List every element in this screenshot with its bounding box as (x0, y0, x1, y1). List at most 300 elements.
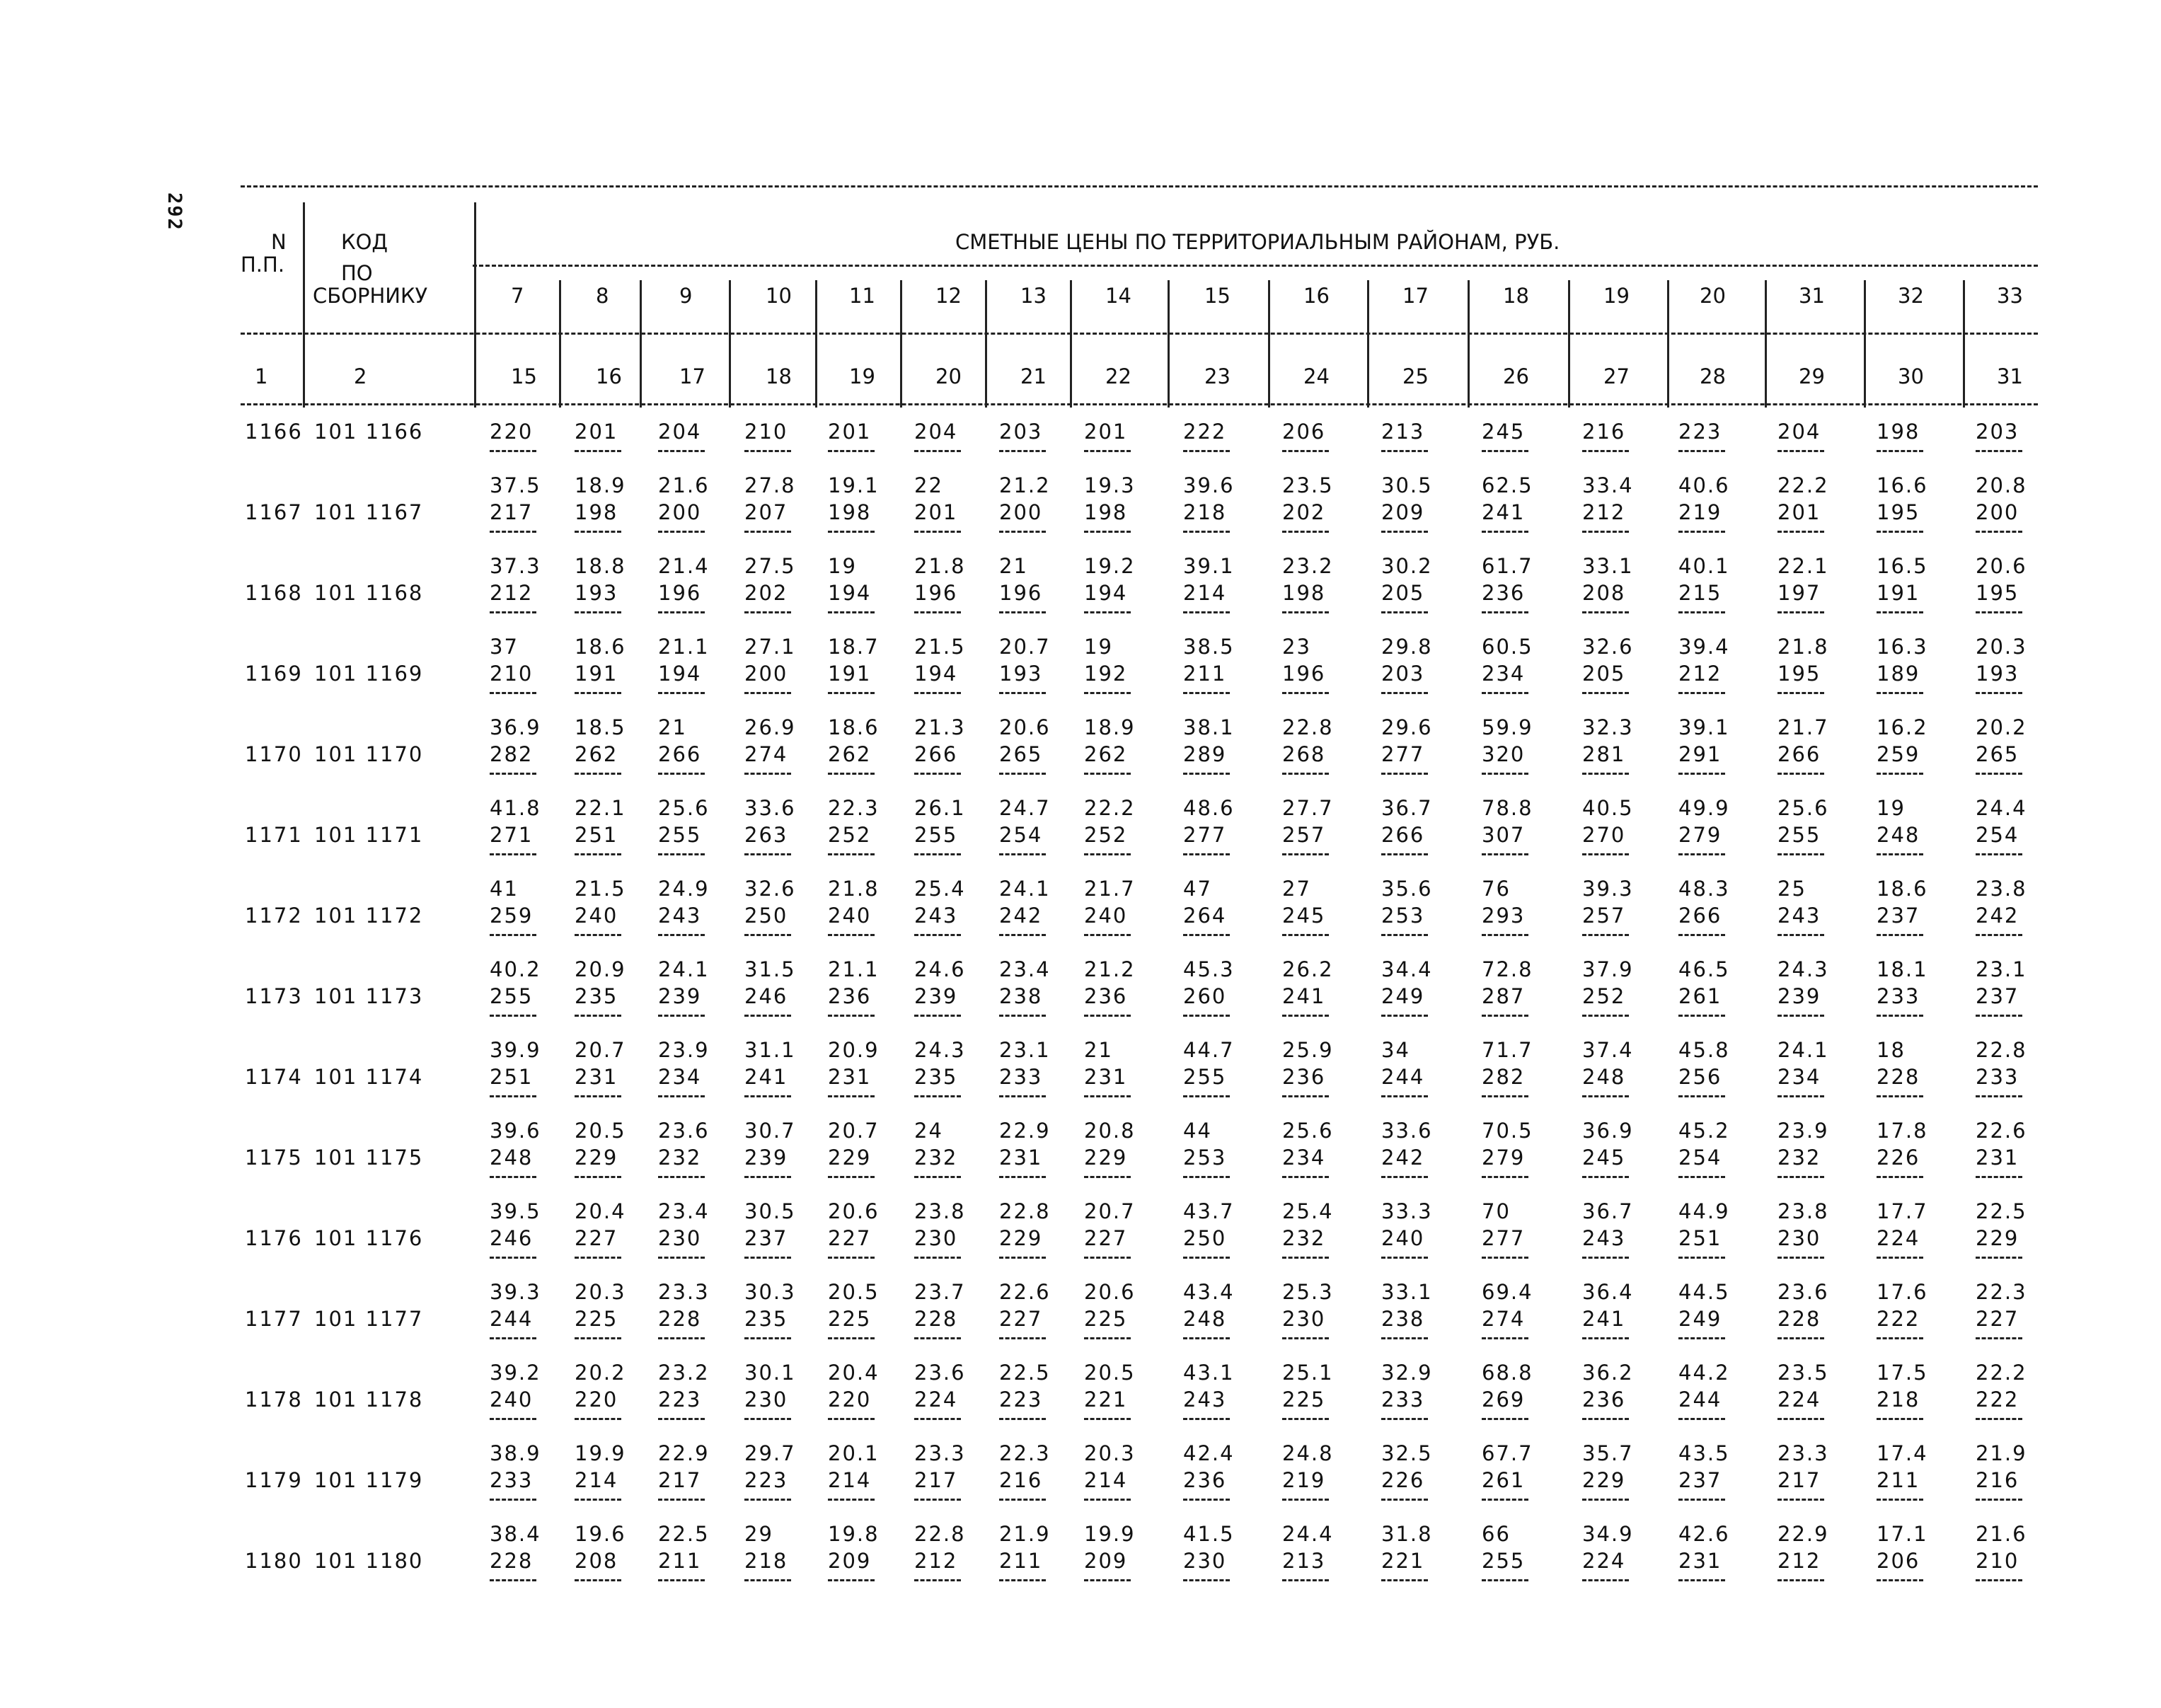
price-cell: 293 (1482, 904, 1526, 928)
price-cell: 269 (1482, 1387, 1526, 1412)
header-title-rule (473, 265, 2038, 267)
value-cell: 18.6 (828, 715, 880, 739)
value-cell: 38.4 (490, 1522, 541, 1546)
fraction-rule (1381, 1579, 1428, 1581)
price-cell: 277 (1482, 1226, 1526, 1250)
value-cell: 24.7 (999, 796, 1051, 820)
price-cell: 225 (575, 1307, 618, 1331)
fraction-rule (744, 611, 791, 613)
price-cell: 224 (1582, 1549, 1626, 1573)
price-cell: 205 (1381, 581, 1425, 605)
header-column-divider (900, 280, 902, 408)
fraction-rule (1877, 773, 1923, 775)
region-column-header: 12 (935, 284, 962, 308)
fraction-rule (1183, 1418, 1230, 1420)
price-cell: 230 (658, 1226, 702, 1250)
fraction-rule (1282, 1176, 1329, 1178)
fraction-rule (1678, 934, 1725, 936)
value-cell: 20.5 (1084, 1361, 1136, 1385)
value-cell: 20.8 (1976, 473, 2027, 497)
price-cell: 221 (1084, 1387, 1128, 1412)
fraction-rule (658, 450, 705, 452)
value-cell: 19.6 (575, 1522, 626, 1546)
price-cell: 243 (658, 904, 702, 928)
fraction-rule (658, 531, 705, 533)
fraction-rule (1183, 1337, 1230, 1339)
value-cell: 19 (1877, 796, 1906, 820)
value-cell: 19.8 (828, 1522, 880, 1546)
fraction-rule (1381, 934, 1428, 936)
price-cell: 248 (1877, 823, 1920, 847)
fraction-rule (1282, 1095, 1329, 1097)
fraction-rule (575, 1095, 621, 1097)
value-cell: 27 (1282, 877, 1311, 901)
price-cell: 243 (1183, 1387, 1227, 1412)
price-cell: 232 (914, 1146, 958, 1170)
price-cell: 231 (1084, 1065, 1128, 1089)
fraction-rule (575, 853, 621, 855)
price-cell: 222 (1877, 1307, 1920, 1331)
value-cell: 20.7 (828, 1119, 880, 1143)
column-index: 23 (1204, 364, 1231, 388)
fraction-rule (1976, 1015, 2022, 1017)
column-index: 27 (1603, 364, 1630, 388)
price-cell: 229 (575, 1146, 618, 1170)
fraction-rule (914, 853, 961, 855)
price-cell: 209 (1084, 1549, 1128, 1573)
price-cell: 228 (1877, 1065, 1920, 1089)
fraction-rule (999, 1015, 1046, 1017)
value-cell: 25.6 (1777, 796, 1829, 820)
header-column-divider (1070, 280, 1072, 408)
fraction-rule (744, 1176, 791, 1178)
price-cell: 224 (914, 1387, 958, 1412)
column-index: 18 (766, 364, 792, 388)
price-cell: 279 (1482, 1146, 1526, 1170)
price-cell: 208 (1582, 581, 1626, 605)
fraction-rule (1678, 531, 1725, 533)
row-number: 1173 (245, 984, 303, 1008)
value-cell: 22.9 (999, 1119, 1051, 1143)
value-cell: 20.5 (828, 1280, 880, 1304)
price-cell: 242 (1381, 1146, 1425, 1170)
fraction-rule (490, 611, 536, 613)
fraction-rule (1777, 1176, 1824, 1178)
fraction-rule (1482, 1095, 1528, 1097)
price-cell: 204 (658, 420, 702, 444)
header-column-divider (1367, 280, 1369, 408)
price-cell: 225 (1084, 1307, 1128, 1331)
value-cell: 72.8 (1482, 957, 1533, 981)
fraction-rule (1084, 1176, 1131, 1178)
value-cell: 23.5 (1777, 1361, 1829, 1385)
price-cell: 196 (999, 581, 1043, 605)
price-cell: 196 (914, 581, 958, 605)
fraction-rule (1678, 611, 1725, 613)
fraction-rule (1482, 1579, 1528, 1581)
value-cell: 24.4 (1282, 1522, 1334, 1546)
fraction-rule (828, 450, 875, 452)
value-cell: 21.8 (1777, 635, 1829, 659)
price-cell: 255 (490, 984, 534, 1008)
price-cell: 261 (1678, 984, 1722, 1008)
fraction-rule (914, 1418, 961, 1420)
value-cell: 44.2 (1678, 1361, 1730, 1385)
value-cell: 32.6 (744, 877, 796, 901)
value-cell: 39.2 (490, 1361, 541, 1385)
row-code: 101 1171 (314, 823, 424, 847)
value-cell: 22.5 (1976, 1199, 2027, 1223)
page-number: 292 (163, 192, 185, 231)
price-cell: 191 (1877, 581, 1920, 605)
fraction-rule (1084, 853, 1131, 855)
fraction-rule (1084, 934, 1131, 936)
price-cell: 211 (999, 1549, 1043, 1573)
value-cell: 44.5 (1678, 1280, 1730, 1304)
row-code: 101 1180 (314, 1549, 424, 1573)
price-cell: 239 (744, 1146, 788, 1170)
fraction-rule (1381, 1257, 1428, 1259)
fraction-rule (658, 692, 705, 694)
fraction-rule (828, 692, 875, 694)
row-code: 101 1170 (314, 742, 424, 766)
fraction-rule (1183, 692, 1230, 694)
fraction-rule (1877, 1095, 1923, 1097)
fraction-rule (999, 611, 1046, 613)
fraction-rule (1976, 450, 2022, 452)
fraction-rule (1582, 531, 1629, 533)
value-cell: 41.8 (490, 796, 541, 820)
value-cell: 19.1 (828, 473, 880, 497)
price-cell: 266 (658, 742, 702, 766)
price-cell: 226 (1877, 1146, 1920, 1170)
price-cell: 242 (999, 904, 1043, 928)
value-cell: 21 (999, 554, 1028, 578)
fraction-rule (828, 611, 875, 613)
price-cell: 198 (575, 500, 618, 524)
fraction-rule (1084, 1418, 1131, 1420)
fraction-rule (658, 853, 705, 855)
fraction-rule (1482, 934, 1528, 936)
fraction-rule (658, 1176, 705, 1178)
fraction-rule (1777, 531, 1824, 533)
value-cell: 19.3 (1084, 473, 1136, 497)
row-code: 101 1167 (314, 500, 424, 524)
price-cell: 226 (1381, 1468, 1425, 1492)
value-cell: 27.8 (744, 473, 796, 497)
value-cell: 26.9 (744, 715, 796, 739)
fraction-rule (658, 1015, 705, 1017)
value-cell: 39.1 (1183, 554, 1235, 578)
row-code: 101 1177 (314, 1307, 424, 1331)
fraction-rule (1183, 1015, 1230, 1017)
value-cell: 25.6 (1282, 1119, 1334, 1143)
value-cell: 19 (1084, 635, 1113, 659)
region-column-header: 17 (1402, 284, 1429, 308)
price-cell: 201 (914, 500, 958, 524)
fraction-rule (1183, 1579, 1230, 1581)
value-cell: 29.8 (1381, 635, 1433, 659)
col-n-label-1: N (271, 230, 287, 254)
fraction-rule (914, 1015, 961, 1017)
col-code-label-2: ПО (341, 261, 373, 285)
row-number: 1168 (245, 581, 303, 605)
price-cell: 240 (490, 1387, 534, 1412)
price-cell: 231 (828, 1065, 872, 1089)
value-cell: 21 (1084, 1038, 1113, 1062)
value-cell: 23.1 (1976, 957, 2027, 981)
value-cell: 43.5 (1678, 1441, 1730, 1465)
price-cell: 239 (658, 984, 702, 1008)
value-cell: 23.7 (914, 1280, 966, 1304)
value-cell: 61.7 (1482, 554, 1533, 578)
fraction-rule (1482, 692, 1528, 694)
value-cell: 18.6 (575, 635, 626, 659)
fraction-rule (1777, 934, 1824, 936)
price-cell: 241 (1582, 1307, 1626, 1331)
price-cell: 238 (999, 984, 1043, 1008)
price-cell: 212 (1777, 1549, 1821, 1573)
fraction-rule (1777, 1499, 1824, 1501)
fraction-rule (744, 934, 791, 936)
value-cell: 19.2 (1084, 554, 1136, 578)
row-code: 101 1168 (314, 581, 424, 605)
region-column-header: 33 (1997, 284, 2023, 308)
value-cell: 18 (1877, 1038, 1906, 1062)
value-cell: 37 (490, 635, 519, 659)
fraction-rule (999, 1337, 1046, 1339)
value-cell: 59.9 (1482, 715, 1533, 739)
value-cell: 20.6 (999, 715, 1051, 739)
fraction-rule (914, 1176, 961, 1178)
price-cell: 191 (575, 662, 618, 686)
header-column-divider (1468, 280, 1470, 408)
row-number: 1172 (245, 904, 303, 928)
price-cell: 225 (1282, 1387, 1326, 1412)
value-cell: 39.3 (490, 1280, 541, 1304)
price-cell: 200 (744, 662, 788, 686)
fraction-rule (1582, 1337, 1629, 1339)
header-divider-code (474, 202, 476, 408)
fraction-rule (1582, 1095, 1629, 1097)
price-cell: 206 (1282, 420, 1326, 444)
row-number: 1174 (245, 1065, 303, 1089)
price-cell: 206 (1877, 1549, 1920, 1573)
value-cell: 20.9 (828, 1038, 880, 1062)
value-cell: 24.1 (1777, 1038, 1829, 1062)
price-cell: 245 (1582, 1146, 1626, 1170)
price-cell: 241 (744, 1065, 788, 1089)
value-cell: 22.6 (1976, 1119, 2027, 1143)
value-cell: 33.4 (1582, 473, 1634, 497)
fraction-rule (1678, 773, 1725, 775)
fraction-rule (1877, 1257, 1923, 1259)
fraction-rule (575, 1337, 621, 1339)
value-cell: 38.9 (490, 1441, 541, 1465)
fraction-rule (1282, 531, 1329, 533)
price-cell: 228 (914, 1307, 958, 1331)
value-cell: 21.7 (1084, 877, 1136, 901)
fraction-rule (575, 1579, 621, 1581)
fraction-rule (1482, 450, 1528, 452)
fraction-rule (828, 934, 875, 936)
fraction-rule (999, 934, 1046, 936)
fraction-rule (744, 450, 791, 452)
price-cell: 271 (490, 823, 534, 847)
price-cell: 224 (1777, 1387, 1821, 1412)
value-cell: 23.4 (658, 1199, 710, 1223)
fraction-rule (1678, 1015, 1725, 1017)
price-cell: 265 (999, 742, 1043, 766)
value-cell: 37.9 (1582, 957, 1634, 981)
value-cell: 40.2 (490, 957, 541, 981)
fraction-rule (1381, 1176, 1428, 1178)
value-cell: 23.4 (999, 957, 1051, 981)
column-index: 21 (1020, 364, 1047, 388)
price-cell: 255 (1482, 1549, 1526, 1573)
price-cell: 220 (575, 1387, 618, 1412)
value-cell: 24 (914, 1119, 943, 1143)
price-cell: 233 (1381, 1387, 1425, 1412)
price-cell: 223 (1678, 420, 1722, 444)
column-index: 26 (1503, 364, 1529, 388)
value-cell: 24.1 (658, 957, 710, 981)
header-column-divider (1963, 280, 1965, 408)
value-cell: 20.5 (575, 1119, 626, 1143)
value-cell: 23.2 (658, 1361, 710, 1385)
fraction-rule (1482, 1337, 1528, 1339)
fraction-rule (490, 531, 536, 533)
price-cell: 217 (658, 1468, 702, 1492)
fraction-rule (1877, 692, 1923, 694)
price-cell: 240 (1381, 1226, 1425, 1250)
price-cell: 261 (1482, 1468, 1526, 1492)
fraction-rule (1976, 692, 2022, 694)
value-cell: 23.6 (658, 1119, 710, 1143)
price-cell: 268 (1282, 742, 1326, 766)
value-cell: 36.7 (1381, 796, 1433, 820)
fraction-rule (1678, 692, 1725, 694)
value-cell: 36.9 (490, 715, 541, 739)
col-code-label-1: КОД (341, 230, 388, 254)
fraction-rule (1482, 853, 1528, 855)
price-cell: 216 (1976, 1468, 2019, 1492)
fraction-rule (1877, 1015, 1923, 1017)
value-cell: 39.4 (1678, 635, 1730, 659)
price-cell: 198 (1282, 581, 1326, 605)
row-code: 101 1172 (314, 904, 424, 928)
fraction-rule (1678, 450, 1725, 452)
price-cell: 291 (1678, 742, 1722, 766)
fraction-rule (828, 1499, 875, 1501)
price-cell: 227 (1084, 1226, 1128, 1250)
price-cell: 266 (1777, 742, 1821, 766)
value-cell: 23.8 (1976, 877, 2027, 901)
price-cell: 277 (1381, 742, 1425, 766)
price-cell: 195 (1976, 581, 2019, 605)
value-cell: 32.9 (1381, 1361, 1433, 1385)
value-cell: 37.3 (490, 554, 541, 578)
fraction-rule (1183, 934, 1230, 936)
value-cell: 29.6 (1381, 715, 1433, 739)
row-code: 101 1178 (314, 1387, 424, 1412)
fraction-rule (914, 531, 961, 533)
fraction-rule (490, 1015, 536, 1017)
fraction-rule (1381, 1418, 1428, 1420)
fraction-rule (658, 773, 705, 775)
fraction-rule (744, 1015, 791, 1017)
price-cell: 270 (1582, 823, 1626, 847)
fraction-rule (914, 611, 961, 613)
price-cell: 244 (490, 1307, 534, 1331)
price-cell: 195 (1877, 500, 1920, 524)
price-cell: 214 (1084, 1468, 1128, 1492)
value-cell: 45.2 (1678, 1119, 1730, 1143)
price-cell: 245 (1282, 904, 1326, 928)
header-column-divider (729, 280, 731, 408)
fraction-rule (1183, 611, 1230, 613)
value-cell: 78.8 (1482, 796, 1533, 820)
price-cell: 192 (1084, 662, 1128, 686)
price-cell: 266 (1678, 904, 1722, 928)
fraction-rule (1183, 853, 1230, 855)
price-cell: 221 (1381, 1549, 1425, 1573)
header-title: СМЕТНЫЕ ЦЕНЫ ПО ТЕРРИТОРИАЛЬНЫМ РАЙОНАМ, РУБ. (955, 230, 1560, 254)
fraction-rule (658, 1257, 705, 1259)
value-cell: 21.1 (658, 635, 710, 659)
fraction-rule (1582, 773, 1629, 775)
fraction-rule (1877, 1499, 1923, 1501)
price-cell: 251 (1678, 1226, 1722, 1250)
value-cell: 70.5 (1482, 1119, 1533, 1143)
value-cell: 36.4 (1582, 1280, 1634, 1304)
fraction-rule (1582, 1257, 1629, 1259)
region-column-header: 18 (1503, 284, 1529, 308)
fraction-rule (1582, 611, 1629, 613)
price-cell: 255 (1183, 1065, 1227, 1089)
price-cell: 234 (1777, 1065, 1821, 1089)
fraction-rule (914, 692, 961, 694)
fraction-rule (1381, 773, 1428, 775)
column-index: 25 (1402, 364, 1429, 388)
row-number: 1171 (245, 823, 303, 847)
fraction-rule (1482, 531, 1528, 533)
row-code: 101 1179 (314, 1468, 424, 1492)
value-cell: 19 (828, 554, 857, 578)
value-cell: 70 (1482, 1199, 1511, 1223)
fraction-rule (1183, 1095, 1230, 1097)
price-cell: 231 (999, 1146, 1043, 1170)
fraction-rule (828, 1015, 875, 1017)
price-cell: 211 (1183, 662, 1227, 686)
value-cell: 23 (1282, 635, 1311, 659)
price-cell: 194 (828, 581, 872, 605)
fraction-rule (1582, 853, 1629, 855)
price-cell: 236 (1582, 1387, 1626, 1412)
fraction-rule (1282, 1015, 1329, 1017)
header-column-divider (1568, 280, 1570, 408)
fraction-rule (1282, 1257, 1329, 1259)
fraction-rule (914, 450, 961, 452)
price-cell: 256 (1678, 1065, 1722, 1089)
value-cell: 22.5 (999, 1361, 1051, 1385)
header-column-divider (1168, 280, 1170, 408)
fraction-rule (1678, 1499, 1725, 1501)
fraction-rule (999, 1499, 1046, 1501)
fraction-rule (1877, 1579, 1923, 1581)
price-cell: 254 (1678, 1146, 1722, 1170)
value-cell: 30.1 (744, 1361, 796, 1385)
